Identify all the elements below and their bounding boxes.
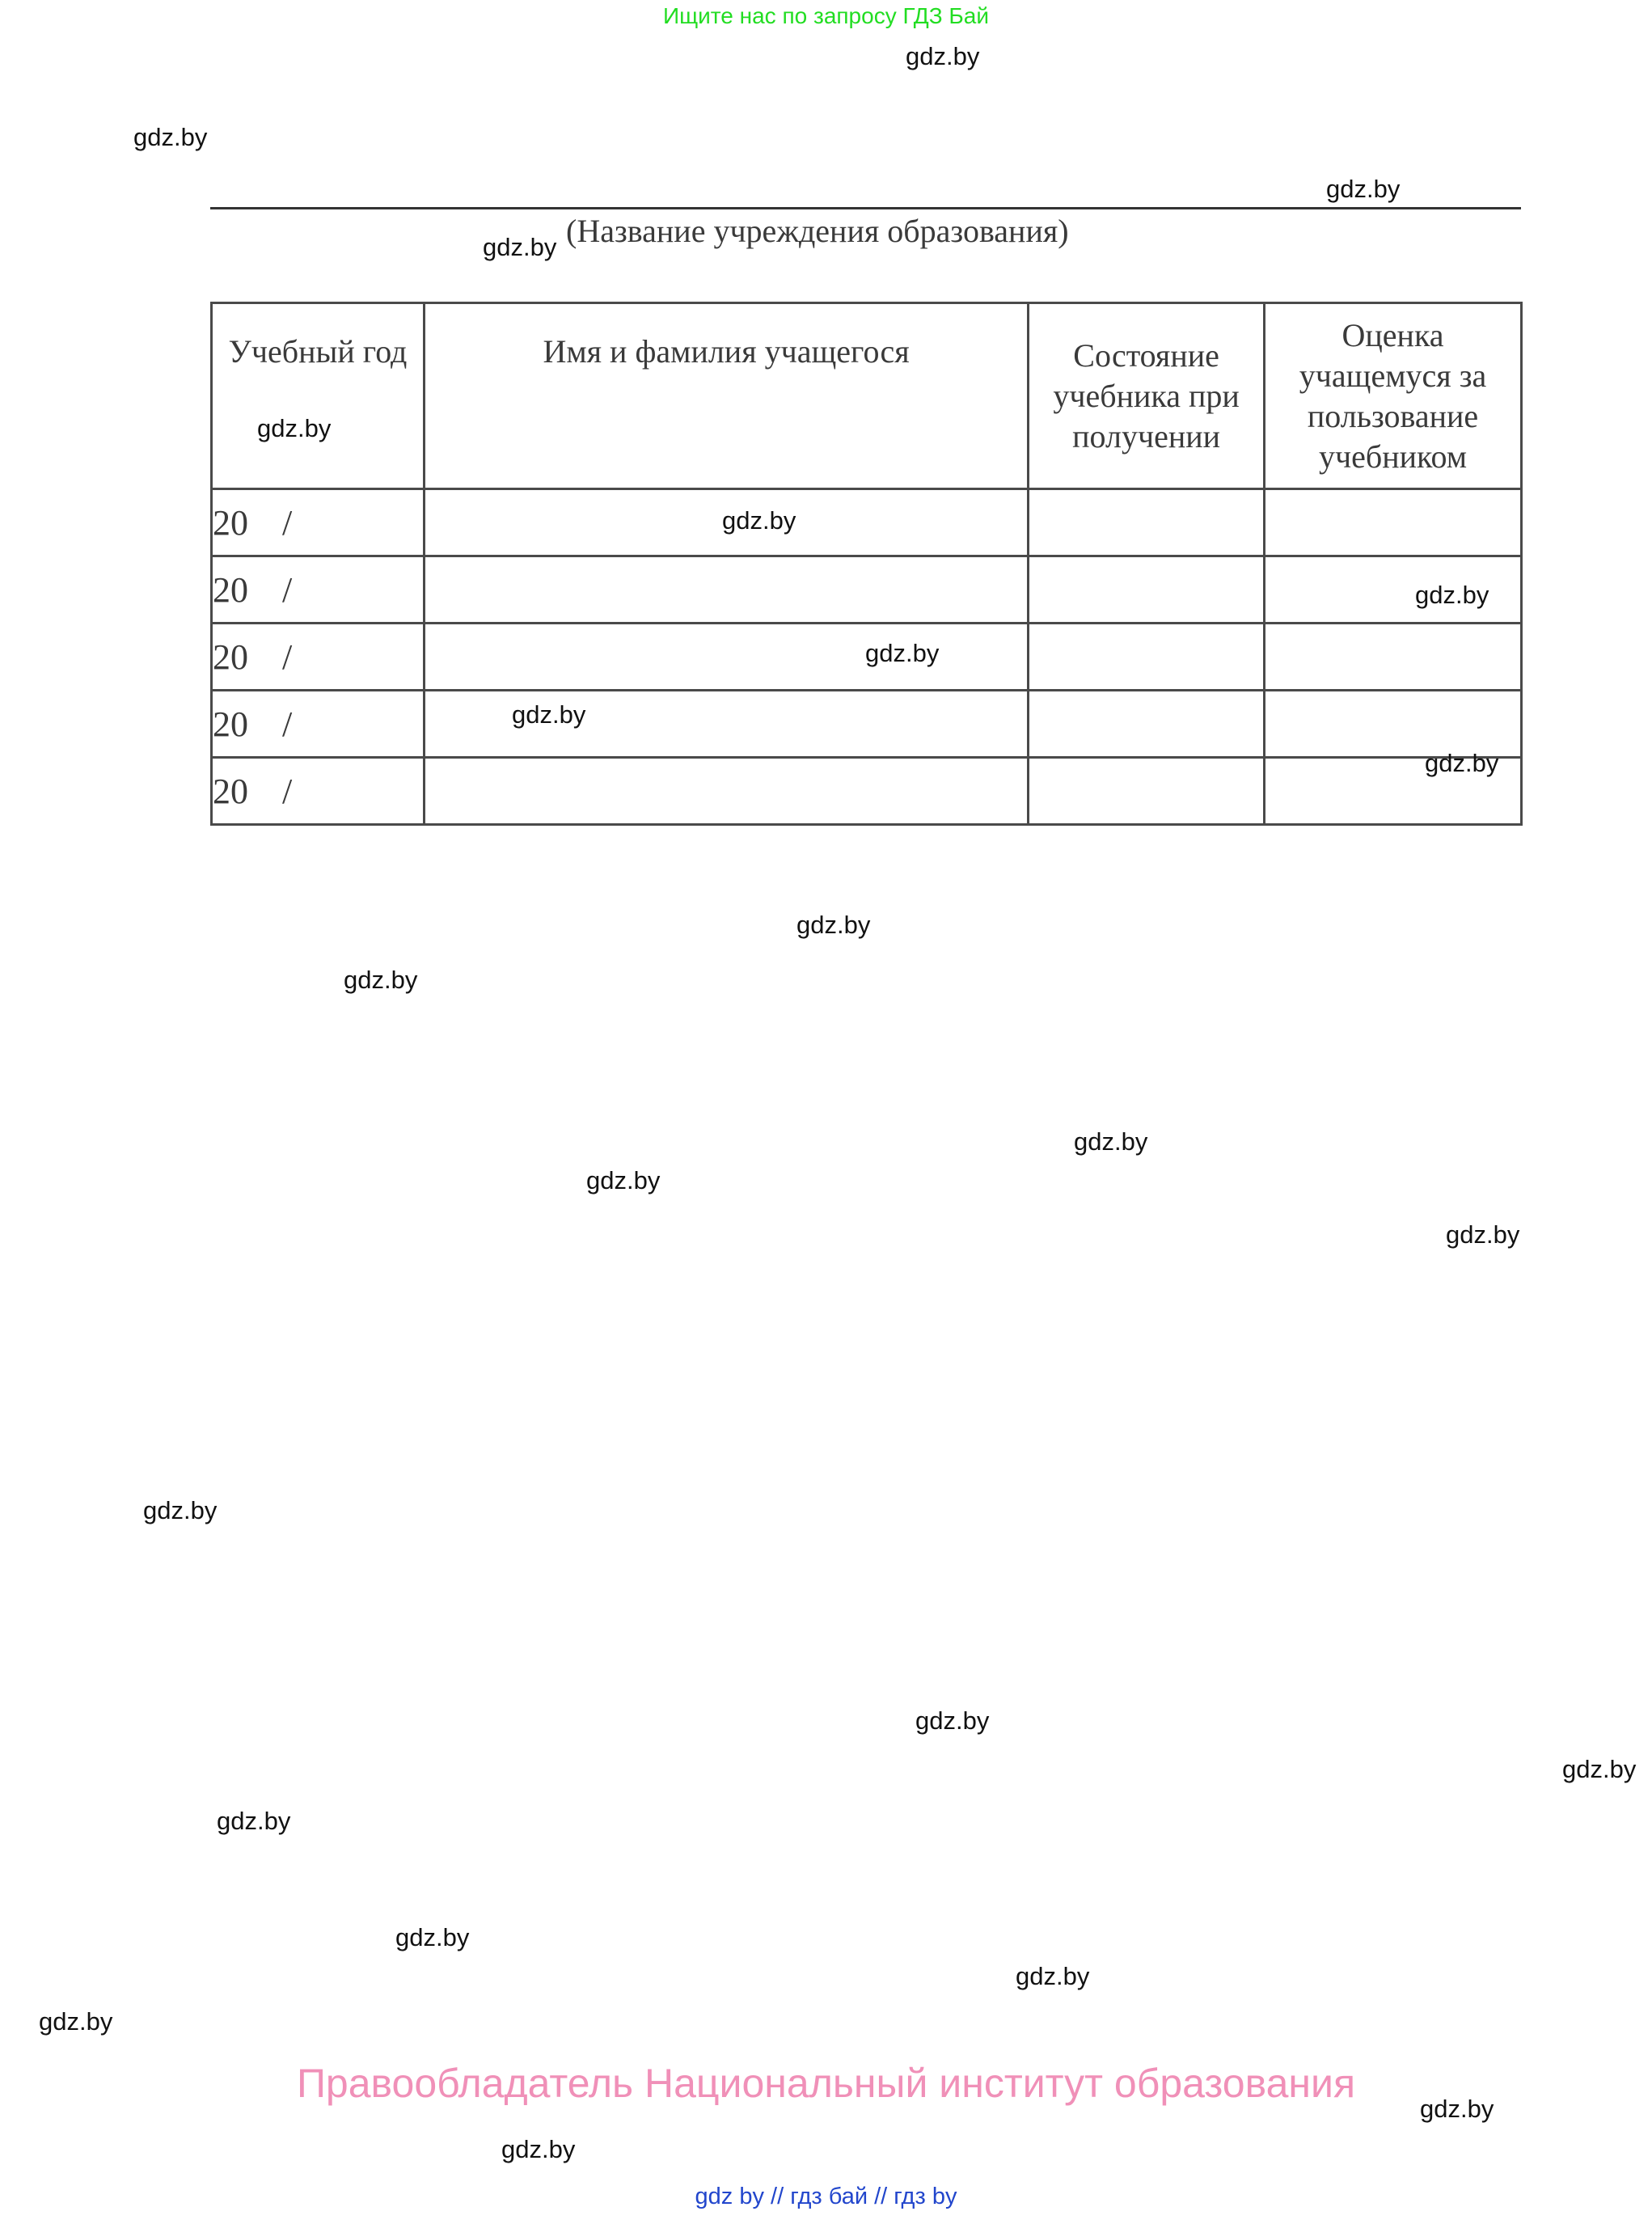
watermark: gdz.by bbox=[395, 1923, 470, 1951]
watermark: gdz.by bbox=[1326, 175, 1401, 203]
top-banner: Ищите нас по запросу ГДЗ Бай bbox=[662, 3, 990, 28]
header-student-grade: Оценка учащемуся за пользование учебником bbox=[1265, 303, 1522, 489]
header-textbook-state: Состояние учебника при получении bbox=[1029, 303, 1265, 489]
year-cell: 20 / bbox=[212, 489, 425, 556]
watermark: gdz.by bbox=[586, 1166, 661, 1194]
header-school-year: Учебный год bbox=[212, 303, 425, 489]
watermark: gdz.by bbox=[1420, 2095, 1494, 2123]
year-cell: 20 / bbox=[212, 624, 425, 691]
watermark: gdz.by bbox=[483, 233, 557, 261]
state-cell bbox=[1029, 691, 1265, 758]
footer-links[interactable]: gdz by // гдз бай // гдз by bbox=[695, 2184, 957, 2209]
watermark: gdz.by bbox=[1425, 749, 1499, 777]
table-row bbox=[212, 758, 1522, 825]
watermark: gdz.by bbox=[1074, 1127, 1148, 1156]
table-row bbox=[212, 691, 1522, 758]
name-cell bbox=[424, 758, 1028, 825]
watermark: gdz.by bbox=[915, 1706, 990, 1735]
watermark: gdz.by bbox=[722, 506, 796, 535]
state-cell bbox=[1029, 624, 1265, 691]
watermark: gdz.by bbox=[143, 1496, 218, 1524]
watermark: gdz.by bbox=[501, 2135, 576, 2163]
watermark: gdz.by bbox=[39, 2007, 113, 2036]
copyright-owner: Правообладатель Национальный институт образования bbox=[296, 2061, 1356, 2106]
state-cell bbox=[1029, 758, 1265, 825]
state-cell bbox=[1029, 556, 1265, 624]
watermark: gdz.by bbox=[512, 700, 586, 729]
watermark: gdz.by bbox=[257, 414, 332, 442]
header-student-name: Имя и фамилия учащегося bbox=[424, 303, 1028, 489]
watermark: gdz.by bbox=[217, 1807, 291, 1835]
watermark: gdz.by bbox=[133, 123, 208, 151]
watermark: gdz.by bbox=[796, 911, 871, 939]
watermark: gdz.by bbox=[1562, 1755, 1637, 1783]
year-cell: 20 / bbox=[212, 691, 425, 758]
watermark: gdz.by bbox=[906, 42, 980, 70]
institution-caption: (Название учреждения образования) bbox=[566, 213, 1069, 249]
watermark: gdz.by bbox=[865, 639, 940, 667]
grade-cell bbox=[1265, 691, 1522, 758]
watermark: gdz.by bbox=[1016, 1962, 1090, 1990]
grade-cell bbox=[1265, 624, 1522, 691]
watermark: gdz.by bbox=[344, 966, 418, 994]
state-cell bbox=[1029, 489, 1265, 556]
table-row bbox=[212, 556, 1522, 624]
table-header-row bbox=[212, 303, 1522, 489]
institution-name-line bbox=[210, 207, 1521, 209]
name-cell bbox=[424, 556, 1028, 624]
watermark: gdz.by bbox=[1415, 581, 1489, 609]
year-cell: 20 / bbox=[212, 556, 425, 624]
table-row bbox=[212, 489, 1522, 556]
textbook-register-table bbox=[210, 302, 1523, 826]
year-cell: 20 / bbox=[212, 758, 425, 825]
grade-cell bbox=[1265, 489, 1522, 556]
watermark: gdz.by bbox=[1446, 1220, 1520, 1249]
